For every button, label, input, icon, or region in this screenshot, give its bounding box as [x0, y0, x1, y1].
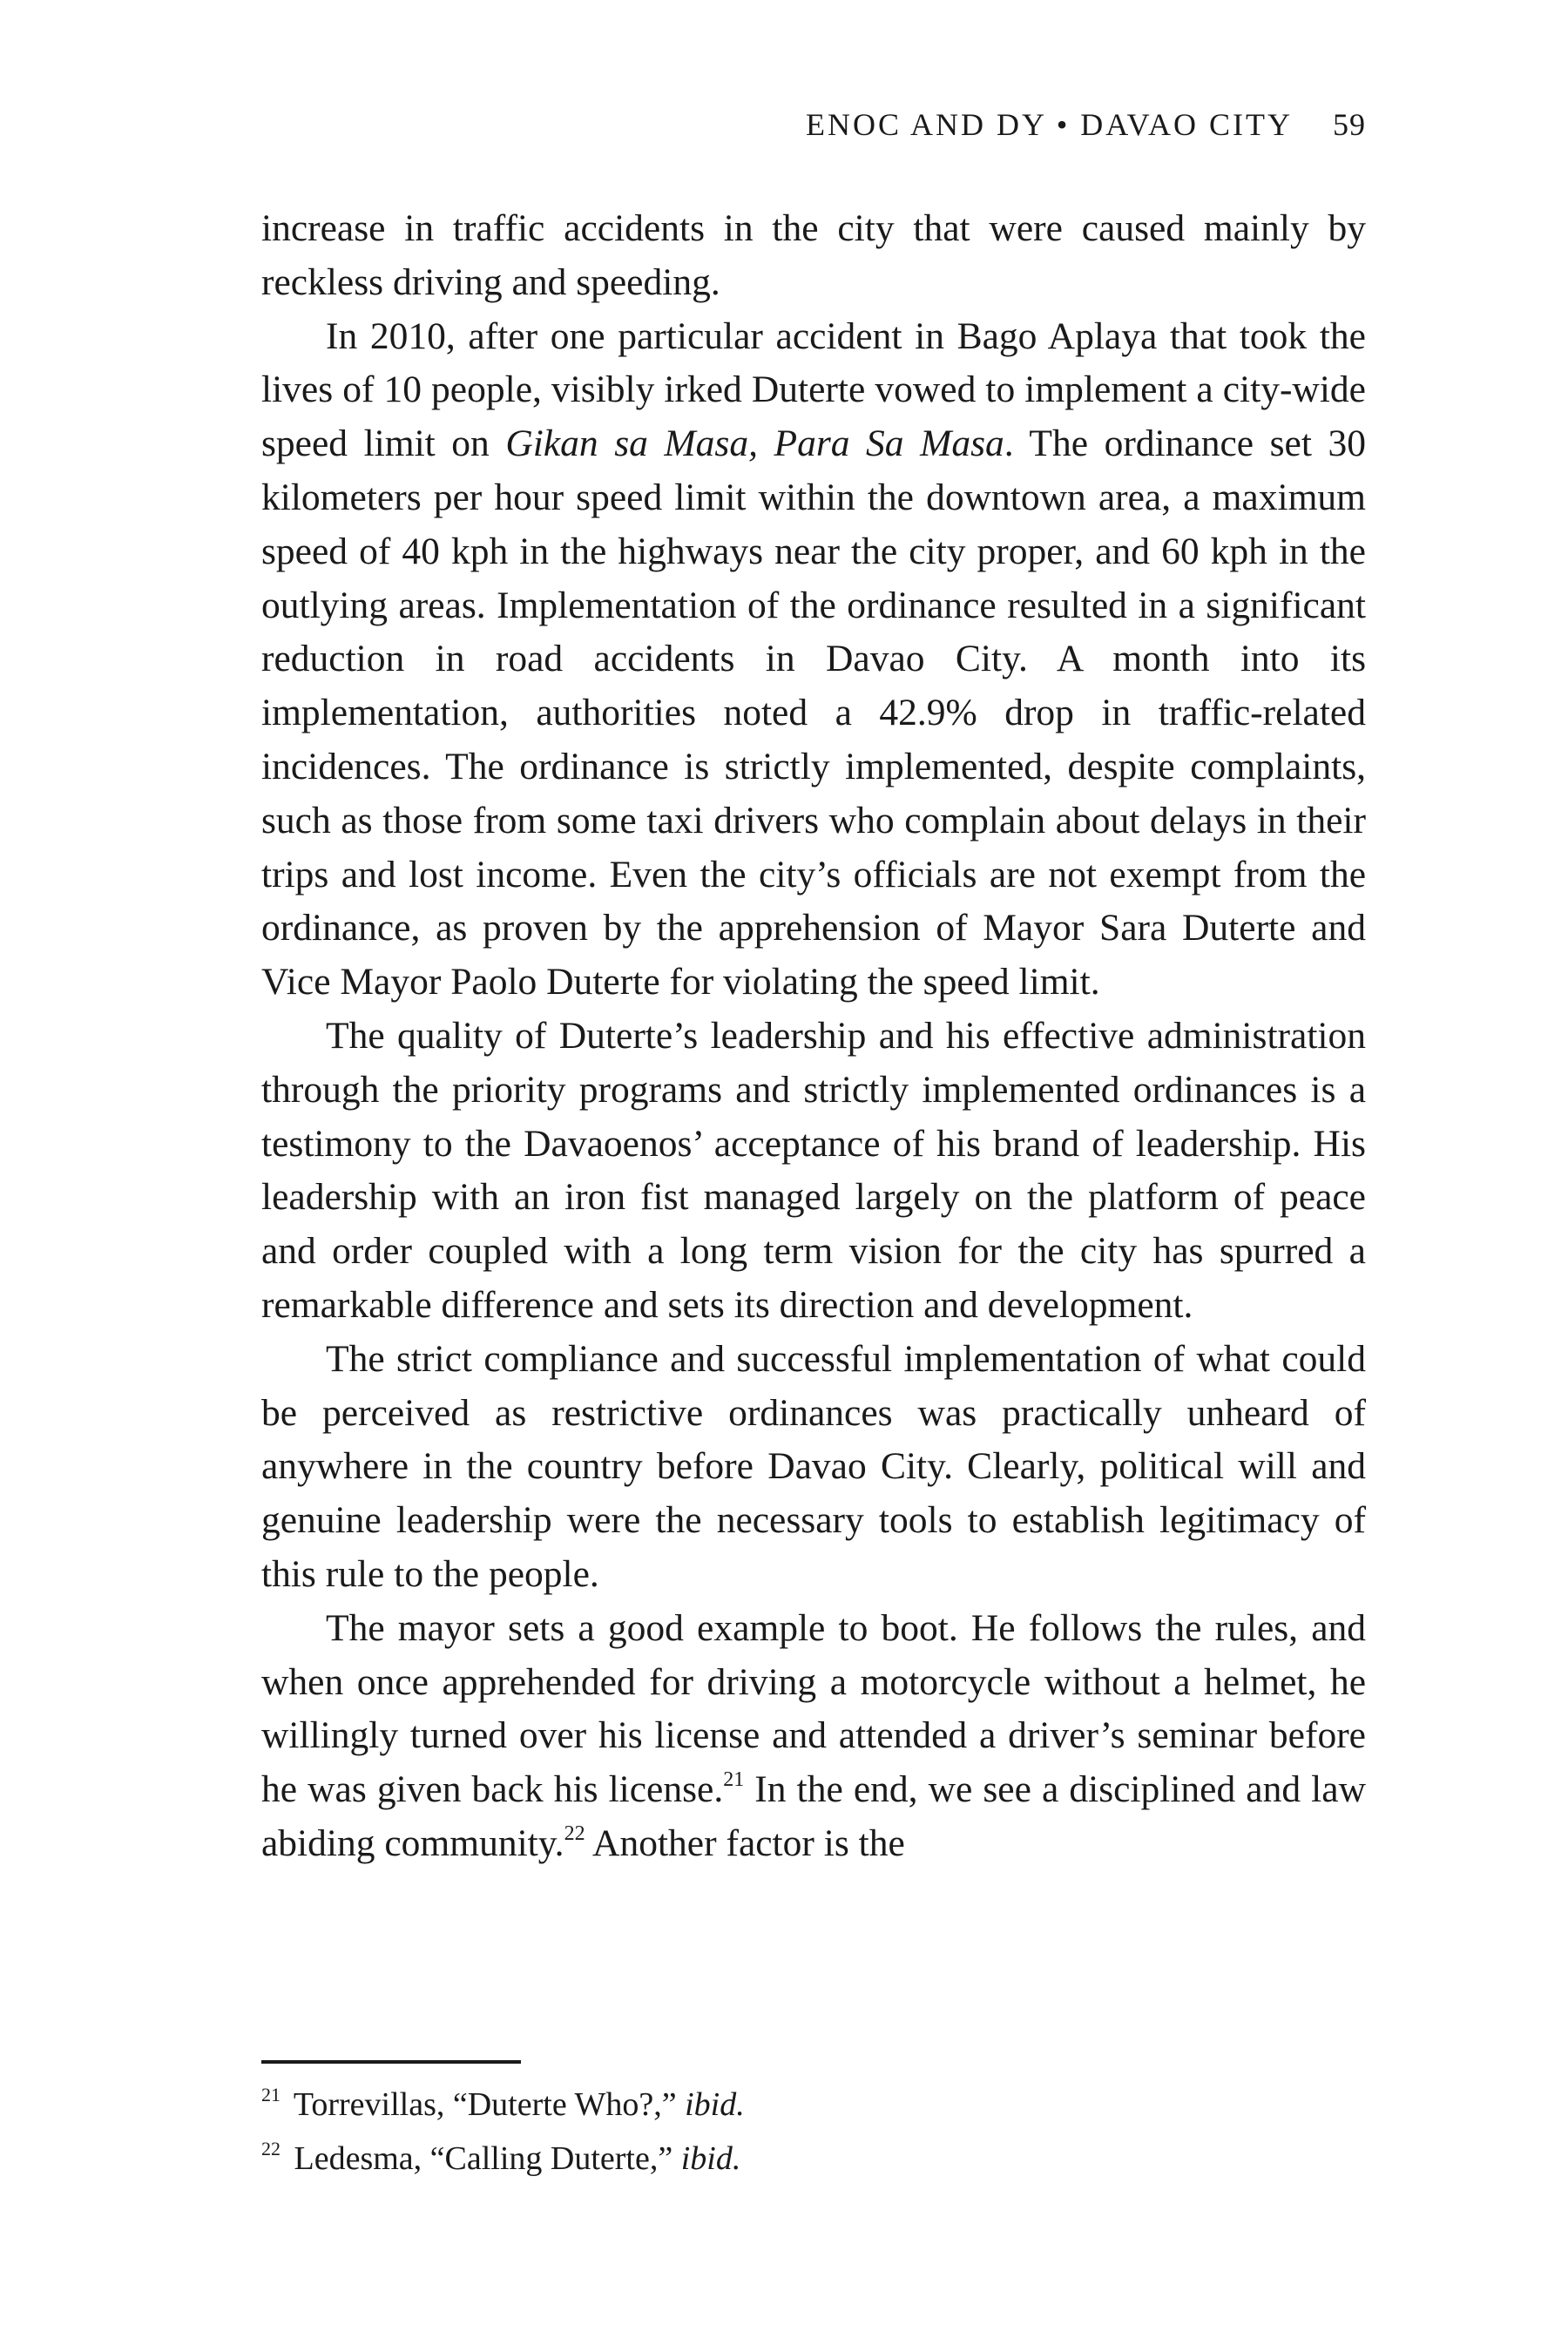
- program-name-italic: Gikan sa Masa, Para Sa Masa: [505, 422, 1004, 465]
- footnote-number: 21: [261, 2084, 280, 2105]
- footnote-ref-21: 21: [723, 1768, 745, 1792]
- paragraph-5-text-c: Another factor is the: [585, 1821, 905, 1864]
- page-number: 59: [1333, 107, 1366, 142]
- paragraph-1: [261, 202, 1366, 310]
- paragraph-2-text-b: . The ordinance set 30 kilometers per hour speed limit within the downtown area, a maximum speed of 40 kph in the highways near the city proper, and 60 kph in the outlying areas. Implementation of the ordinance resulted in a significant reduction in road accidents in Davao City. A month into its implementation, authorities noted a 42.9% drop in traffic-related incidences. The ordinance is strictly implemented, despite complaints, such as those from some taxi drivers who complain about delays in their trips and lost income. Even the city’s officials are not exempt from the ordinance, as proven by the apprehension of Mayor Sara Duterte and Vice Mayor Paolo Duterte for violating the speed limit.: [261, 422, 1366, 1004]
- footnote-ref-22: 22: [564, 1821, 585, 1845]
- paragraph-3-text: The quality of Duterte’s leadership and his effective administration through the priority programs and strictly implemented ordinances is a testimony to the Davaoenos’ acceptance of his brand of leadership. His leadership with an iron fist managed largely on the platform of peace and order coupled with a long term vision for the city has spurred a remarkable difference and sets its direction and development.: [261, 1014, 1366, 1326]
- footnote-italic: ibid.: [685, 2086, 745, 2123]
- footnote-text: Torrevillas, “Duterte Who?,”: [286, 2086, 686, 2123]
- paragraph-1-text: increase in traffic accidents in the city that were caused mainly by reckless driving and speeding.: [261, 207, 1366, 303]
- paragraph-2: [261, 310, 1366, 1010]
- paragraph-3: [261, 1010, 1366, 1333]
- footnote-text: Ledesma, “Calling Duterte,”: [286, 2140, 681, 2177]
- paragraph-4: [261, 1333, 1366, 1602]
- paragraph-5-text-a: The mayor sets a good example to boot. He follows the rules, and when once apprehended for driving a motorcycle without a helmet, he willingly turned over his license and attended a driver’s seminar before he was given back his license.: [261, 1606, 1366, 1811]
- running-title: ENOC AND DY • DAVAO CITY: [806, 107, 1293, 142]
- footnote-italic: ibid.: [680, 2140, 741, 2177]
- footnote-divider: [261, 2060, 521, 2064]
- footnote-21: [261, 2078, 1366, 2132]
- running-header: [261, 103, 1366, 146]
- paragraph-2-text-a: In 2010, after one particular accident in Bago Aplaya that took the lives of 10 people, visibly irked Duterte vowed to implement a city-wide speed limit on: [261, 314, 1366, 465]
- footnote-number: 22: [261, 2138, 280, 2159]
- paragraph-5-text-b: In the end, we see a disciplined and law abiding community.: [261, 1768, 1366, 1864]
- footnote-22: [261, 2132, 1366, 2186]
- body-text: [261, 202, 1366, 1871]
- paragraph-5: [261, 1602, 1366, 1871]
- footnotes: [261, 2078, 1366, 2186]
- paragraph-4-text: The strict compliance and successful implementation of what could be perceived as restrictive ordinances was practically unheard of anywhere in the country before Davao City. Clearly, political will and genuine leadership were the necessary tools to establish legitimacy of this rule to the people.: [261, 1337, 1366, 1595]
